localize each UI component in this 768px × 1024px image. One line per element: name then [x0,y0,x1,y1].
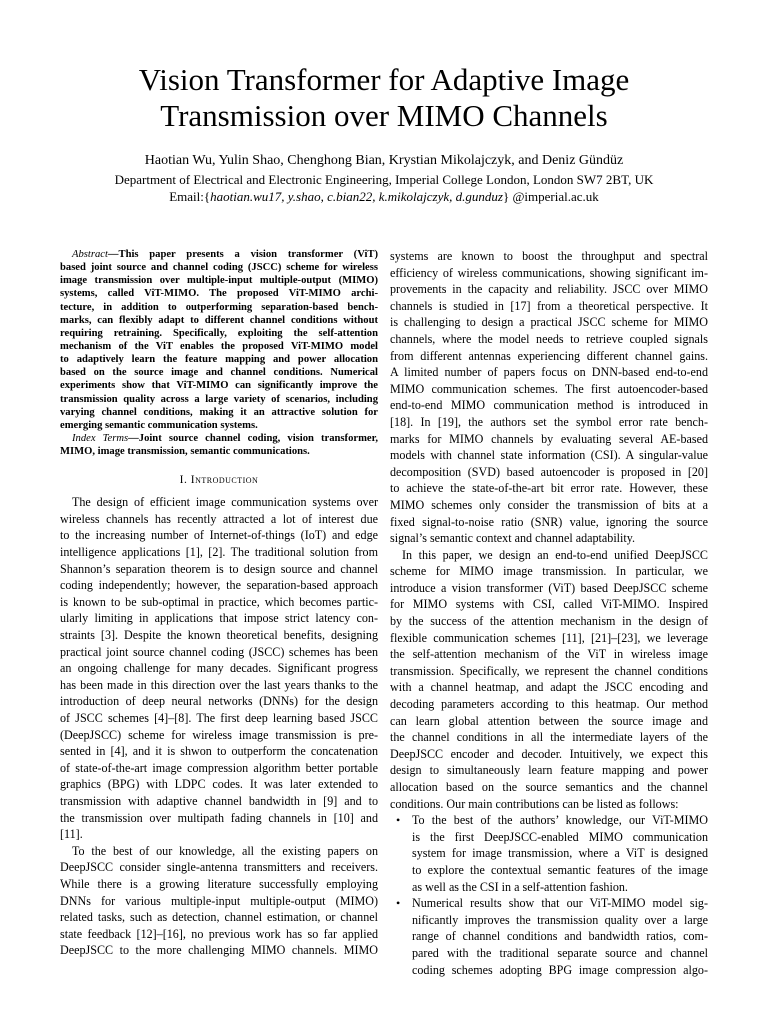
list-item [390,895,708,978]
text-line: from different antennas experiencing different channel gains. [390,348,708,363]
text-line: DNNs for various multiple-input multiple-output (MIMO) [60,893,378,908]
title-line: Transmission over MIMO Channels [160,98,608,133]
text-line: MIMO schemes only consider the transmission of bits at a [390,497,708,512]
text-line: has been made in this direction over the last years thanks to the [60,677,378,692]
text-line: [18]. In [19], the authors set the symbol error rate bench- [390,414,708,429]
text-line: practical joint source channel coding (JSCC) schemes has been [60,644,378,659]
text-line: efficiency of wireless communications, showing significant im- [390,265,708,280]
text-line: of state-of-the-art image compression algorithm better portable [60,760,378,775]
text-line: channels is studied in [17] from a theoretical perspective. It [390,298,708,313]
text-line: (DeepJSCC) scheme for wireless image transmission is pre- [60,727,378,742]
index-terms-label: Index Terms [72,432,129,444]
index-terms-line: Index Terms—Joint source channel coding, vision transformer, [72,432,378,444]
text-line: for MIMO systems with CSI, called ViT-MIMO. Inspired [390,597,708,612]
bullet-line: as well as the CSI in a self-attention fashion. [412,879,628,894]
text-line: sented in [4], and it is shwon to outperform the concatenation [60,744,378,759]
intro-text [60,494,378,959]
title-line: Vision Transformer for Adaptive Image [138,62,630,97]
abstract-line: marks, can flexibly adapt to different channel conditions without [60,314,378,326]
text-line: ularly limiting in applications that impose strict latency con- [60,611,378,626]
email-names: haotian.wu17, y.shao, c.bian22, k.mikolajczyk, d.gunduz [210,189,503,204]
text-line: introduce a vision transformer (ViT) based DeepJSCC scheme [390,580,708,595]
abstract-line: varying channel conditions, making it an attractive solution for [60,406,378,418]
text-line: intelligence applications [1], [2]. The traditional solution from [60,545,378,560]
text-line: can learn global attention between the source image and [390,713,708,728]
abstract-line: image transmission over multiple-input multiple-output (MIMO) [60,275,378,287]
text-line: with a channel heatmap, and adapt the JSCC encoding and [390,680,708,695]
email-line [40,188,728,206]
text-line: [11]. [60,827,83,842]
bullet-line: system for image transmission, where a ViT is designed [412,846,708,861]
text-line: models with channel state information (CSI). A singular-value [390,448,708,463]
text-line: the channel conditions in all the intermediate layers of the [390,730,708,745]
list-item [390,812,708,895]
text-line: DeepJSCC consider single-antenna transmitters and receivers. [60,860,378,875]
text-line: DeepJSCC encoder and decoder. Intuitively, we expect this [390,746,708,761]
text-line: an ongoing challenge for many decades. Significant progress [60,661,378,676]
abstract-line: experiments show that ViT-MIMO can significantly improve the [60,380,378,392]
text-line: related tasks, such as detection, channel estimation, or channel [60,910,378,925]
section-heading: I. Introduction [179,474,259,487]
paper-title [60,62,708,134]
text-line: end-to-end MIMO communication method is introduced in [390,398,708,413]
text-line: state feedback [12]–[16], no previous work has so far applied [60,926,378,941]
text-line: A limited number of papers focus on DNN-based end-to-end [390,365,708,380]
contribution-list [390,812,708,978]
abstract [60,248,378,458]
text-line: fixed signal-to-noise ratio (SNR) value, ignoring the source [390,514,708,529]
abstract-line: based on the source image and channel conditions. Numerical [60,367,378,379]
bullet-line: coding schemes adopting BPG image compression algo- [412,962,708,977]
bullet-line: • To the best of the authors’ knowledge, our ViT-MIMO [396,813,708,828]
abstract-line: requiring retraining. Specifically, exploiting the self-attention [60,327,378,339]
text-line: scheme for MIMO image transmission. In particular, we [390,564,708,579]
text-line: of JSCC schemes [4]–[8]. The first deep learning based JSCC [60,710,378,725]
text-line: design to simultaneously learn feature mapping and power [390,763,708,778]
text-line: to achieve the state-of-the-art bit error rate. However, these [390,481,708,496]
bullet-line: range of channel conditions and bandwidth ratios, com- [412,929,708,944]
text-line: the self-attention mechanism of the ViT in wireless image [390,647,708,662]
text-line: signal’s semantic context and channel adaptability. [390,531,636,546]
text-line: to the increasing number of Internet-of-things (IoT) and edge [60,528,378,543]
bullet-icon: • [396,896,401,911]
text-line: DeepJSCC to the more challenging MIMO channels. MIMO [60,943,378,958]
bullet-line: pared with the traditional separate source and channel [412,945,708,960]
bullet-line: is the first DeepJSCC-enabled MIMO communication [412,829,708,844]
text-line: graphics (BPG) with LDPC codes. It was later extended to [60,777,378,792]
text-line: by the success of the attention mechanism in the design of [390,614,708,629]
text-line: is known to be sub-optimal in practice, which becomes partic- [60,594,378,609]
text-line: straints [3]. Despite the known theoretical benefits, designing [60,628,378,642]
abstract-line: Abstract—This paper presents a vision transformer (ViT) [72,249,378,260]
text-line: To the best of our knowledge, all the existing papers on [72,843,378,858]
abstract-line: mechanism of the ViT enables the proposed ViT-MIMO model [60,340,378,352]
text-line: wireless channels has recently attracted a lot of interest due [60,511,378,526]
abstract-line: emerging semantic communication systems. [60,419,258,431]
right-column [390,248,708,978]
text-line: channels, where the model needs to retrieve coupled signals [390,331,708,346]
text-line: While there is a growing literature successfully employing [60,876,378,891]
text-line: Shannon’s separation theorem is to design source and channel [60,561,378,576]
text-line: coding independently; however, the separation-based approach [60,578,378,593]
email-prefix: Email:{ [169,189,211,204]
abstract-line: to adaptively learn the feature mapping and power allocation [60,354,378,366]
index-terms-line: MIMO, image transmission, semantic communications. [60,446,310,458]
abstract-line: based joint source and channel coding (JSCC) scheme for wireless [60,262,378,274]
text-line: MIMO communication schemes. The first autoencoder-based [390,381,708,396]
text-line: introduction of deep neural networks (DNNs) for the design [60,694,378,709]
abstract-line: systems, called ViT-MIMO. The proposed ViT-MIMO archi- [60,288,378,300]
text-line: In this paper, we design an end-to-end unified DeepJSCC [402,547,708,562]
bullet-line: nificantly improves the transmission quality over a large [412,912,708,927]
abstract-line: transmission quality across a large variety of scenarios, including [60,393,378,405]
text-line: allocation based on the source semantics and the channel [390,780,708,794]
text-line: transmission with adaptive channel bandwidth in [9] and to [60,793,378,808]
text-line: decoding parameters according to this heatmap. Our method [390,697,708,712]
text-line: The design of efficient image communication systems over [72,495,378,510]
email-suffix: } @imperial.ac.uk [502,189,599,204]
text-line: decomposition (SVD) based autoencoder is proposed in [20] [390,464,708,479]
text-line: flexible communication schemes [11], [21]–[23], we leverage [390,630,708,645]
text-line: provements in the capacity and reliability. JSCC over MIMO [390,282,708,297]
left-column [60,248,378,959]
text-line: systems are known to boost the throughput and spectral [390,249,708,263]
abstract-label: Abstract [72,249,108,260]
text-line: conditions. Our main contributions can be listed as follows: [390,796,679,811]
text-line: marks for MIMO channels by evaluating several AE-based [390,431,708,446]
abstract-line: tecture, in addition to outperforming separation-based bench- [60,301,378,313]
author-list: Haotian Wu, Yulin Shao, Chenghong Bian, Krystian Mikolajczyk, and Deniz Gündüz [144,153,624,168]
bullet-icon: • [396,813,401,828]
text-line: transmission. Specifically, we represent the channel conditions [390,663,708,678]
text-line: the transmission over multipath fading channels in [10] and [60,810,378,825]
text-line: is challenging to design a practical JSCC scheme for MIMO [390,315,708,330]
affiliation: Department of Electrical and Electronic Engineering, Imperial College London, London SW7 2BT, UK [114,172,654,187]
bullet-line: • Numerical results show that our ViT-MIMO model sig- [396,896,708,911]
bullet-line: to explore the contextual semantic features of the image [412,862,708,877]
